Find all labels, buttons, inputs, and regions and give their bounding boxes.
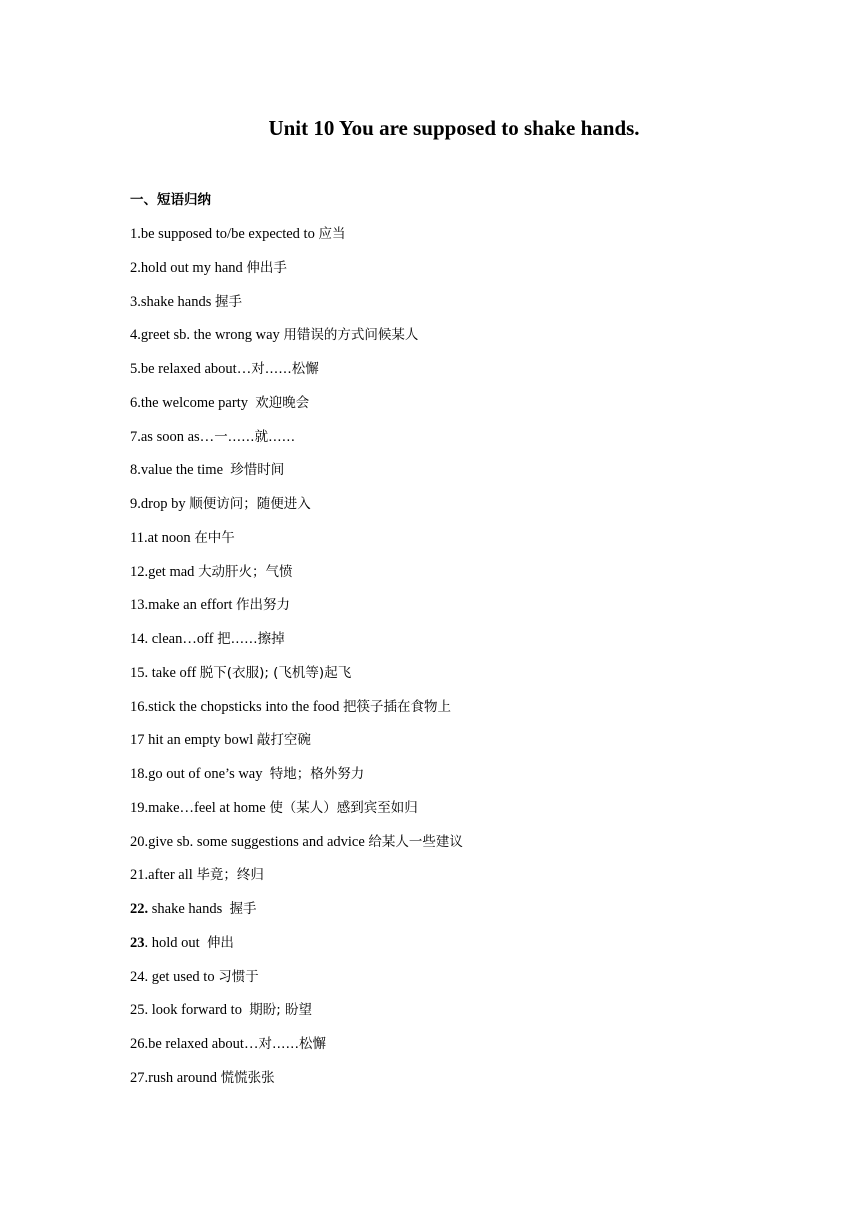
list-item: [130, 494, 810, 528]
list-item: [130, 325, 810, 359]
phrase-number: 26.: [130, 1036, 149, 1052]
phrase-number: 24.: [130, 968, 149, 985]
phrase-chinese: 慌慌张张: [220, 1069, 275, 1086]
phrase-chinese: 大动肝火；气愤: [198, 563, 293, 580]
phrase-chinese: 毕竟；终归: [196, 867, 264, 884]
list-item: [130, 697, 810, 731]
phrase-english: hold out my hand: [140, 259, 247, 276]
phrase-number: 8.: [130, 462, 141, 479]
phrase-chinese: 伸出: [206, 934, 234, 951]
phrase-number: 19.: [130, 799, 149, 816]
phrase-chinese: 一……就……: [214, 428, 296, 445]
list-item: [130, 292, 810, 326]
phrase-number: 15.: [130, 664, 149, 681]
section-heading: 一、短语归纳: [130, 192, 211, 208]
phrase-english: get used to: [148, 968, 219, 985]
phrase-number: 14.: [130, 631, 149, 647]
phrase-number: 16.: [130, 698, 149, 715]
phrase-number: 21.: [130, 867, 149, 884]
phrase-number: 22.: [130, 901, 149, 917]
phrase-english: go out of one’s way: [148, 766, 270, 782]
phrase-english: give sb. some suggestions and advice: [148, 833, 369, 850]
phrase-chinese: 习惯于: [218, 968, 259, 985]
phrase-chinese: 伸出手: [246, 259, 287, 276]
phrase-number: 9.: [130, 496, 141, 512]
phrase-chinese: 顺便访问；随便进入: [189, 496, 311, 512]
phrase-english: shake hands: [148, 901, 230, 917]
phrase-chinese: 珍惜时间: [230, 462, 285, 479]
list-item: [130, 562, 810, 596]
phrase-chinese: 作出努力: [236, 597, 291, 614]
phrase-number: 1.: [130, 226, 141, 242]
phrase-number: 7.: [130, 428, 141, 445]
phrase-english: after all: [148, 867, 197, 884]
list-item: [130, 427, 810, 461]
phrase-english: make…feel at home: [148, 799, 270, 816]
list-item: [130, 595, 810, 629]
phrase-english: make an effort: [148, 597, 237, 614]
phrase-number: 25.: [130, 1002, 149, 1019]
list-item: [130, 798, 810, 832]
phrase-number: 4.: [130, 327, 141, 344]
page-title: Unit 10 You are supposed to shake hands.: [268, 116, 640, 140]
list-item: [130, 1000, 810, 1034]
phrase-number: 23: [130, 934, 145, 951]
phrase-chinese: 握手: [229, 901, 257, 917]
list-item: [130, 865, 810, 899]
phrase-english: as soon as…: [140, 428, 215, 445]
phrase-english: shake hands: [140, 293, 215, 310]
phrase-chinese: 用错误的方式问候某人: [283, 327, 419, 344]
phrase-english: be relaxed about…: [148, 1036, 259, 1052]
phrase-english: the welcome party: [140, 394, 256, 411]
phrase-english: take off: [148, 664, 200, 681]
list-item: [130, 764, 810, 798]
list-item: [130, 629, 810, 663]
list-item: [130, 730, 810, 764]
list-item: [130, 899, 810, 933]
phrase-english: be relaxed about…: [140, 361, 252, 377]
phrase-english: greet sb. the wrong way: [140, 327, 284, 344]
phrase-english: value the time: [140, 462, 231, 479]
phrase-number: 27.: [130, 1069, 149, 1086]
phrase-number: 2.: [130, 259, 141, 276]
phrase-chinese: 对……松懈: [258, 1036, 326, 1052]
list-item: [130, 460, 810, 494]
phrase-chinese: 对……松懈: [251, 361, 319, 377]
phrase-english: drop by: [140, 496, 190, 512]
list-item: [130, 528, 810, 562]
phrase-number: 13.: [130, 597, 149, 614]
list-item: [130, 933, 810, 967]
list-item: [130, 359, 810, 393]
list-item: [130, 832, 810, 866]
phrase-number: 20.: [130, 833, 149, 850]
list-item: [130, 1068, 810, 1102]
phrase-number: 17: [130, 732, 145, 749]
phrase-number: 18.: [130, 766, 149, 782]
phrase-chinese: 给某人一些建议: [368, 833, 463, 850]
list-item: [130, 967, 810, 1001]
phrase-number: 11.: [130, 529, 148, 546]
phrase-chinese: 把……擦掉: [217, 631, 285, 647]
phrase-number: 3.: [130, 293, 141, 310]
phrase-english: be supposed to/be expected to: [140, 226, 319, 242]
phrase-chinese: 把筷子插在食物上: [343, 698, 452, 715]
phrase-chinese: 使（某人）感到宾至如归: [269, 799, 418, 816]
phrase-chinese: 欢迎晚会: [255, 394, 310, 411]
list-item: [130, 393, 810, 427]
phrase-number: 12.: [130, 563, 149, 580]
list-item: [130, 224, 810, 258]
phrase-english: stick the chopsticks into the food: [148, 698, 344, 715]
phrase-english: hit an empty bowl: [144, 732, 257, 749]
phrase-english: get mad: [148, 563, 199, 580]
phrase-chinese: 特地；格外努力: [269, 766, 365, 782]
phrase-chinese: 在中午: [194, 529, 235, 546]
list-item: [130, 258, 810, 292]
phrase-chinese: 敲打空碗: [256, 732, 311, 749]
phrase-chinese: 期盼; 盼望: [249, 1002, 313, 1019]
list-item: [130, 1034, 810, 1068]
phrase-english: . hold out: [144, 934, 207, 951]
phrase-list: [130, 224, 810, 1102]
phrase-chinese: 应当: [318, 226, 346, 242]
phrase-number: 5.: [130, 361, 141, 377]
phrase-english: clean…off: [148, 631, 218, 647]
phrase-english: at noon: [147, 529, 195, 546]
phrase-english: look forward to: [148, 1002, 250, 1019]
phrase-chinese: 脱下(衣服); (飞机等)起飞: [199, 664, 352, 681]
phrase-number: 6.: [130, 394, 141, 411]
list-item: [130, 663, 810, 697]
phrase-chinese: 握手: [214, 293, 242, 310]
phrase-english: rush around: [148, 1069, 221, 1086]
